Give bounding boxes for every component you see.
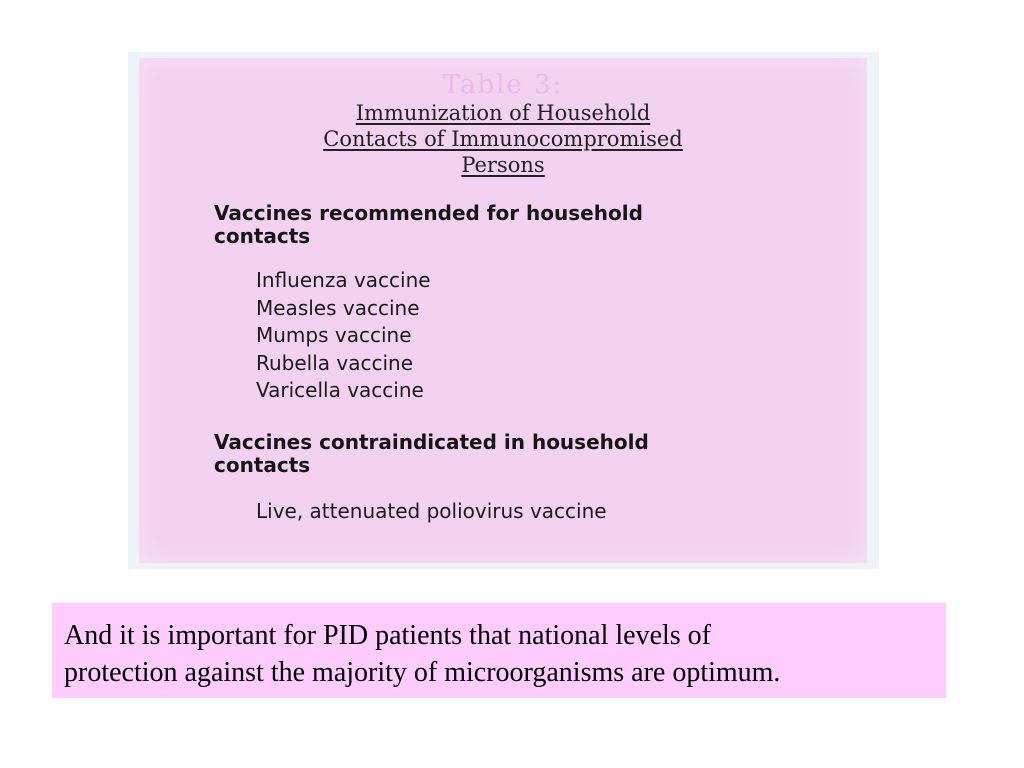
list-item: Rubella vaccine [256,350,414,375]
table-title [139,100,867,178]
table-number-heading: Table 3: [442,70,564,100]
contraindicated-vaccines-heading [214,431,854,477]
list-item: Influenza vaccine [256,268,431,292]
recommended-vaccines-heading [214,202,854,248]
table-title-line: Immunization of Household [355,101,651,125]
list-item: Mumps vaccine [256,323,412,347]
caption-text [64,617,934,691]
caption-line: And it is important for PID patients that national levels of [64,620,711,651]
table-title-line: Persons [461,153,545,177]
table-scan-area [139,58,867,563]
list-item: Varicella vaccine [256,378,424,402]
list-item: Measles vaccine [256,295,420,320]
heading-line: contacts [214,453,311,477]
caption-line: protection against the majority of microorganisms are optimum. [64,657,781,688]
table-title-line: Contacts of Immunocompromised [323,127,683,151]
caption-box [52,603,946,698]
heading-line: contacts [214,224,311,248]
list-item: Live, attenuated poliovirus vaccine [256,499,607,523]
scanned-table-image [128,52,879,569]
heading-line: Vaccines recommended for household [214,201,643,225]
recommended-vaccines-list [256,267,431,405]
heading-line: Vaccines contraindicated in household [214,430,649,454]
contraindicated-vaccines-list [256,498,607,526]
